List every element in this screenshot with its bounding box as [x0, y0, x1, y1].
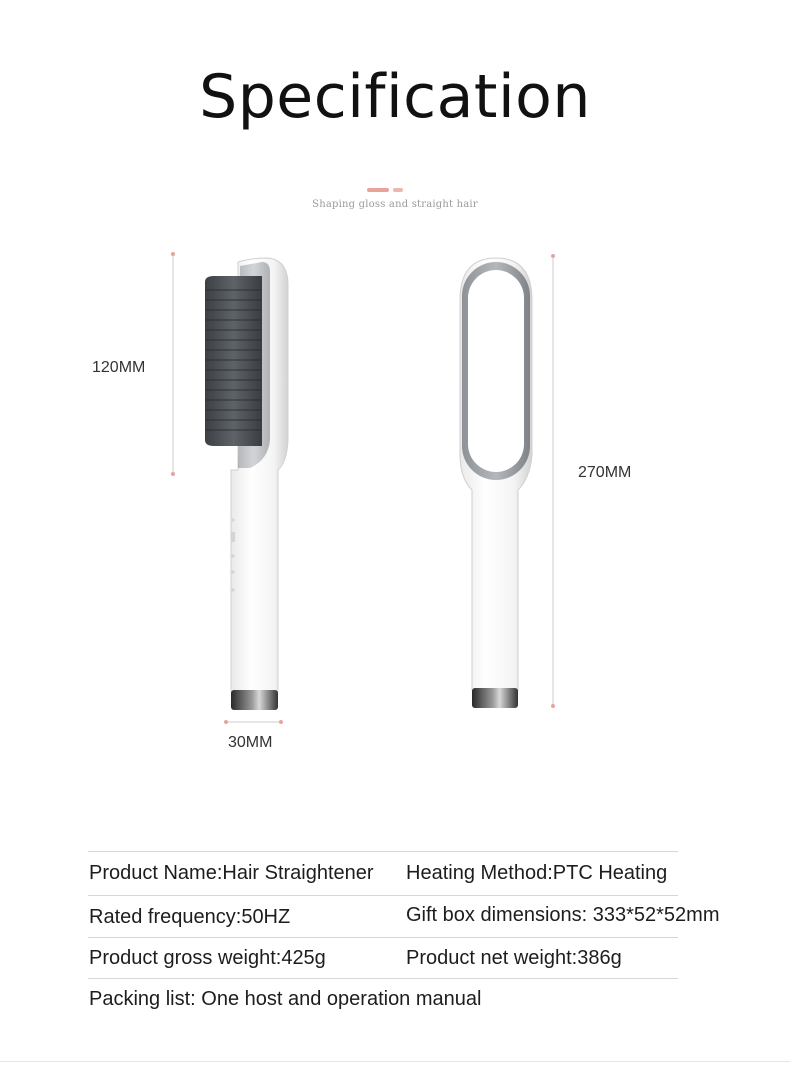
spec-rated-frequency: Rated frequency:50HZ — [89, 906, 291, 928]
total-length-label: 270MM — [578, 464, 632, 481]
dimension-line-width — [224, 720, 283, 724]
page-bottom-divider — [0, 1061, 790, 1062]
spec-net-weight: Product net weight:386g — [406, 947, 622, 969]
spec-divider — [88, 895, 678, 896]
spec-divider — [88, 978, 678, 979]
page-subtitle: Shaping gloss and straight hair — [312, 199, 478, 210]
spec-product-name: Product Name:Hair Straightener — [89, 862, 374, 884]
spec-gross-weight: Product gross weight:425g — [89, 947, 326, 969]
spec-divider — [88, 937, 678, 938]
straightener-front-view — [460, 258, 532, 708]
dimension-line-total-length — [551, 254, 555, 708]
spec-heating-method: Heating Method:PTC Heating — [406, 862, 668, 884]
page-title: Specification — [199, 62, 591, 132]
width-label: 30MM — [228, 734, 273, 751]
spec-divider — [88, 851, 678, 852]
comb-height-label: 120MM — [92, 359, 146, 376]
dimension-line-comb-height — [171, 252, 175, 476]
spec-packing-list: Packing list: One host and operation manual — [89, 988, 482, 1010]
side-view-end-cap — [231, 690, 278, 710]
front-view-plate — [468, 270, 524, 472]
spec-gift-box-dimensions: Gift box dimensions: 333*52*52mm — [406, 904, 720, 926]
front-view-end-cap — [472, 688, 518, 708]
straightener-side-view — [205, 258, 288, 710]
